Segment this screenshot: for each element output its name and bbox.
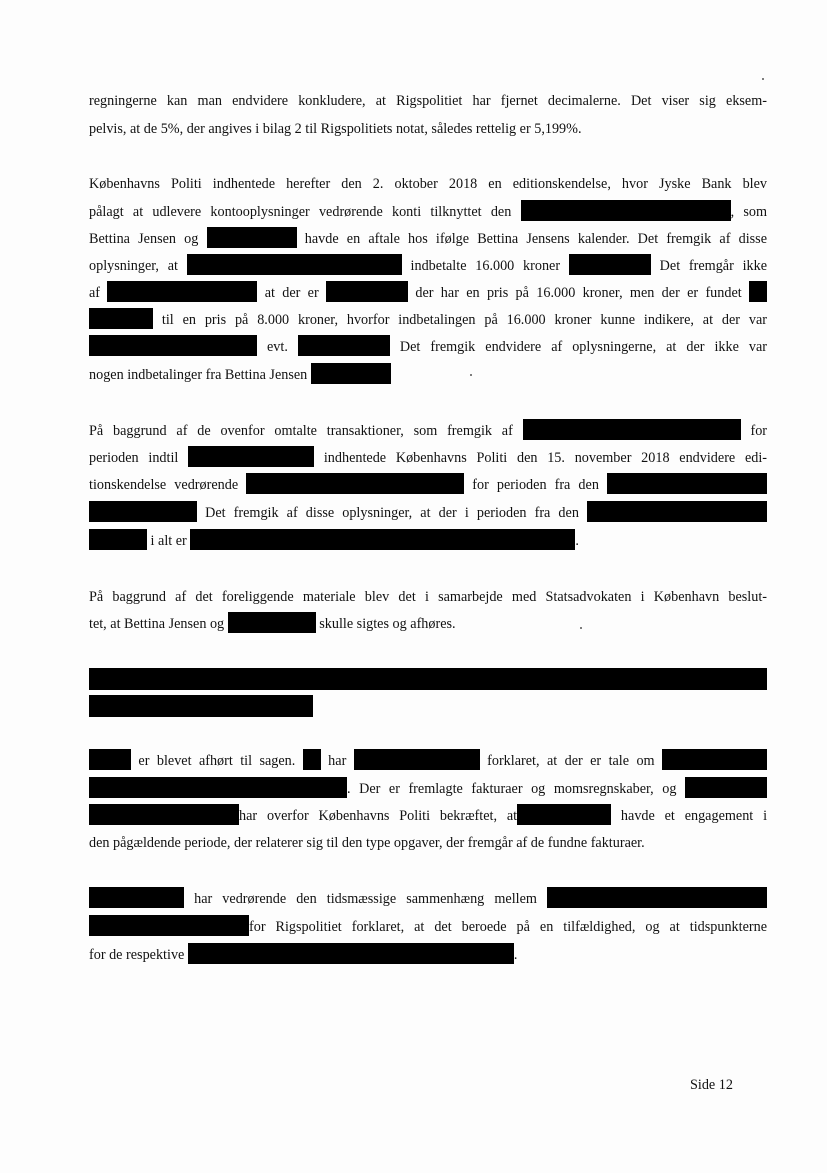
redaction-block (587, 501, 767, 522)
redaction-block (354, 749, 480, 770)
redaction-block (89, 501, 197, 522)
paragraph-2-line-3: Bettina Jensen og havde en aftale hos ifølge Bettina Jensens kalender. Det fremgik af disse (89, 226, 767, 252)
scan-speck (470, 374, 472, 376)
redaction-block (521, 200, 731, 221)
redaction-block (207, 227, 297, 248)
paragraph-2-line-7: evt. Det fremgik endvidere af oplysningerne, at der ikke var (89, 334, 767, 360)
redaction-block (547, 887, 767, 908)
scan-speck (762, 78, 764, 80)
paragraph-4-line-2: tet, at Bettina Jensen og skulle sigtes og afhøres. (89, 611, 767, 637)
redacted-heading-line-2 (89, 695, 313, 717)
page-number: Side 12 (690, 1077, 733, 1093)
paragraph-2-line-5: af at der er der har en pris på 16.000 kroner, men der er fundet (89, 280, 767, 306)
redaction-block (517, 804, 611, 825)
redaction-block (749, 281, 767, 302)
redaction-block (89, 887, 184, 908)
paragraph-1-line-2: pelvis, at de 5%, der angives i bilag 2 til Rigspolitiets notat, således rettelig er 5,199%. (89, 121, 582, 137)
paragraph-6-line-3: for de respektive . (89, 942, 767, 968)
paragraph-2-line-2: pålagt at udlevere kontooplysninger vedrørende konti tilknyttet den , som (89, 199, 767, 225)
paragraph-3-line-5: i alt er . (89, 528, 767, 554)
redaction-block (188, 446, 314, 467)
redaction-block (89, 308, 153, 329)
redacted-heading-line-1 (89, 668, 767, 690)
redaction-block (188, 943, 514, 964)
redaction-block (298, 335, 390, 356)
redaction-block (89, 915, 249, 936)
paragraph-5-line-3: har overfor Københavns Politi bekræftet, at havde et engagement i (89, 803, 767, 829)
redaction-block (228, 612, 316, 633)
paragraph-5-line-1: er blevet afhørt til sagen. har forklaret, at der er tale om (89, 748, 767, 774)
redaction-block (685, 777, 767, 798)
scan-speck (580, 627, 582, 629)
paragraph-2-line-1: Københavns Politi indhentede herefter den 2. oktober 2018 en editionskendelse, hvor Jyske Bank blev (89, 176, 767, 192)
paragraph-3-line-2: perioden indtil indhentede Københavns Politi den 15. november 2018 endvidere edi- (89, 445, 767, 471)
redaction-block (326, 281, 408, 302)
redaction-block (89, 777, 347, 798)
paragraph-3-line-3: tionskendelse vedrørende for perioden fra den (89, 472, 767, 498)
redaction-block (523, 419, 741, 440)
redaction-block (190, 529, 575, 550)
redaction-block (89, 529, 147, 550)
redaction-block (89, 749, 131, 770)
redaction-block (107, 281, 257, 302)
redaction-block (311, 363, 391, 384)
paragraph-3-line-1: På baggrund af de ovenfor omtalte transaktioner, som fremgik af for (89, 418, 767, 444)
redaction-block (89, 335, 257, 356)
redaction-block (187, 254, 402, 275)
redaction-block (303, 749, 321, 770)
paragraph-1-line-1: regningerne kan man endvidere konkludere, at Rigspolitiet har fjernet decimalerne. Det viser sig eksem- (89, 93, 767, 109)
paragraph-5-line-4: den pågældende periode, der relaterer sig til den type opgaver, der fremgår af de fundne fakturaer. (89, 835, 645, 851)
redaction-block (246, 473, 464, 494)
redaction-block (662, 749, 767, 770)
paragraph-3-line-4: Det fremgik af disse oplysninger, at der i perioden fra den (89, 500, 767, 526)
paragraph-4-line-1: På baggrund af det foreliggende materiale blev det i samarbejde med Statsadvokaten i København beslut- (89, 589, 767, 605)
paragraph-6-line-2: for Rigspolitiet forklaret, at det beroede på en tilfældighed, og at tidspunkterne (89, 914, 767, 940)
paragraph-2-line-6: til en pris på 8.000 kroner, hvorfor indbetalingen på 16.000 kroner kunne indikere, at der var (89, 307, 767, 333)
redaction-block (607, 473, 767, 494)
paragraph-6-line-1: har vedrørende den tidsmæssige sammenhæng mellem (89, 886, 767, 912)
paragraph-2-line-4: oplysninger, at indbetalte 16.000 kroner Det fremgår ikke (89, 253, 767, 279)
redaction-block (569, 254, 651, 275)
paragraph-5-line-2: . Der er fremlagte fakturaer og momsregnskaber, og (89, 776, 767, 802)
redaction-block (89, 804, 239, 825)
paragraph-2-line-8: nogen indbetalinger fra Bettina Jensen (89, 362, 767, 388)
